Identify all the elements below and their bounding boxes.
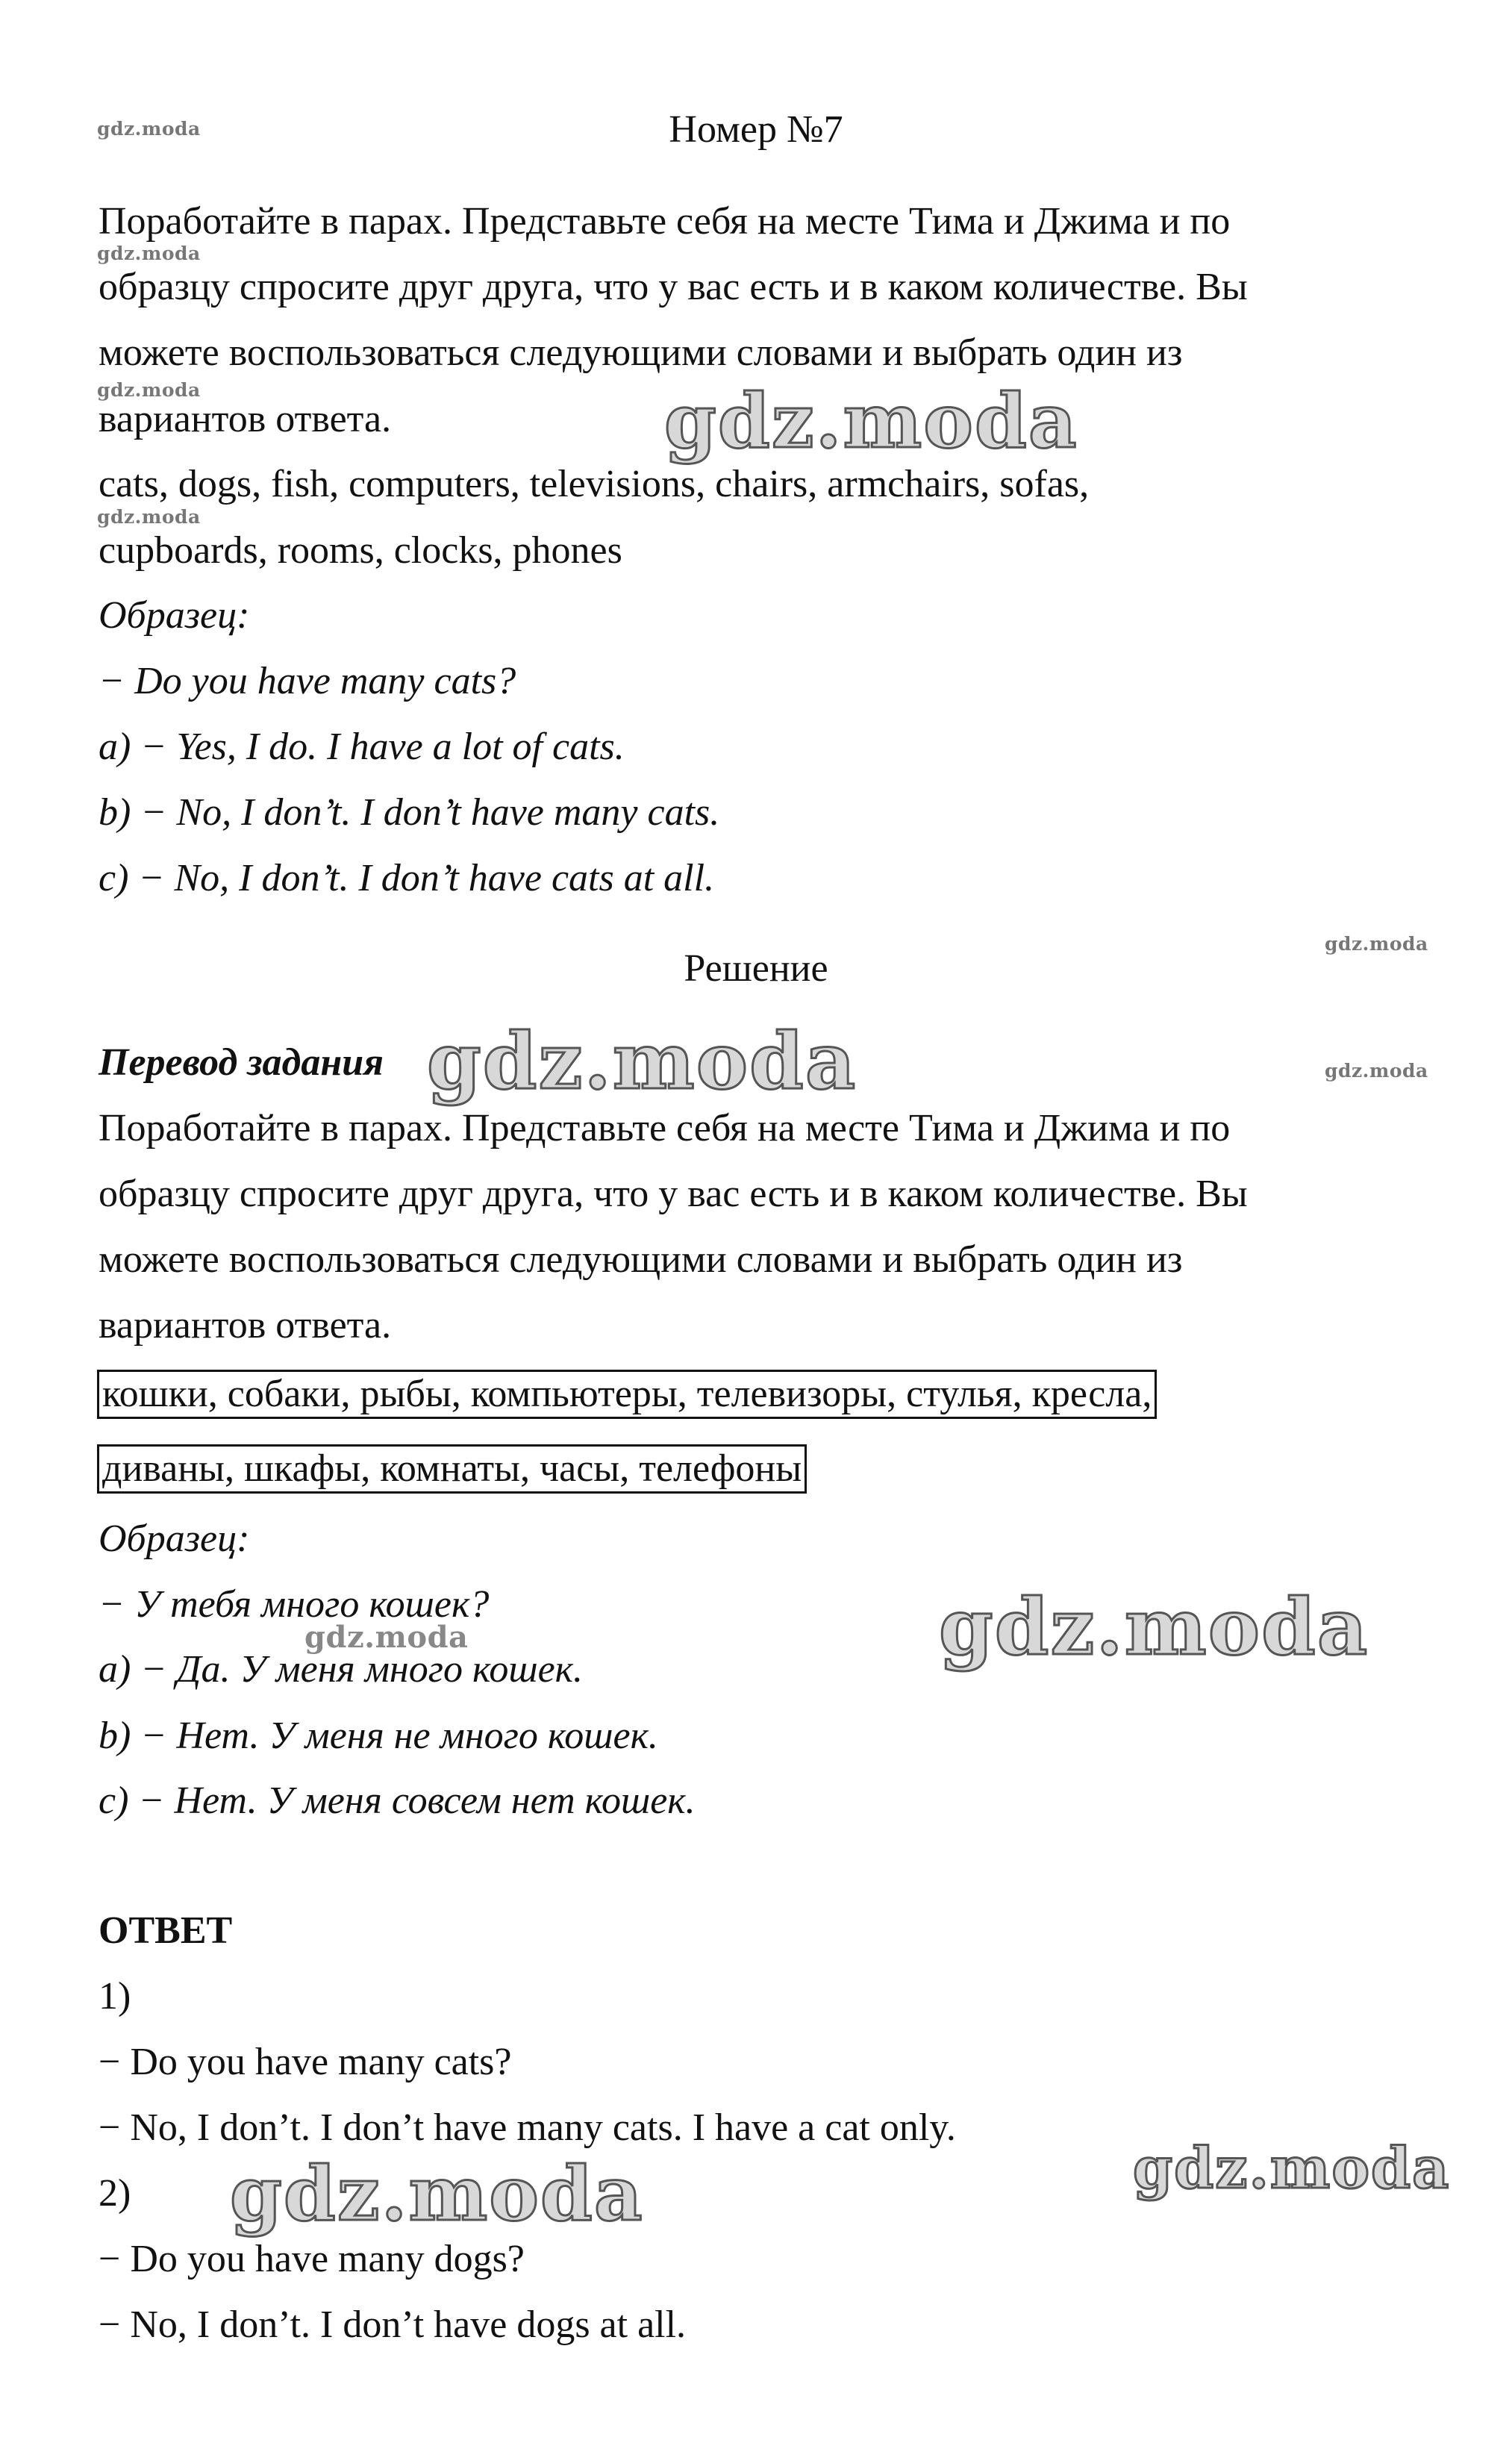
task-text-line: Поработайте в парах. Представьте себя на месте Тима и Джима и по: [99, 200, 1231, 243]
watermark-small: gdz.moda: [97, 506, 201, 528]
sample-line: − Do you have many cats?: [99, 660, 516, 702]
translation-text-line: можете воспользоваться следующими словами и выбрать один из: [99, 1238, 1183, 1281]
watermark-large: gdz.moda: [230, 2150, 644, 2238]
word-list-line: cupboards, rooms, clocks, phones: [99, 529, 622, 572]
answer-question: − Do you have many dogs?: [99, 2238, 525, 2280]
sample-line: a) − Yes, I do. I have a lot of cats.: [99, 726, 625, 768]
translated-sample-line: b) − Нет. У меня не много кошек.: [99, 1715, 658, 1757]
task-text-line: вариантов ответа.: [99, 398, 392, 440]
translated-word-list-line: кошки, собаки, рыбы, компьютеры, телевизоры, стулья, кресла,: [97, 1370, 1157, 1419]
watermark-large: gdz.moda: [427, 1015, 857, 1107]
answer-reply: − No, I don’t. I don’t have dogs at all.: [99, 2303, 687, 2346]
answer-reply: − No, I don’t. I don’t have many cats. I have a cat only.: [99, 2106, 956, 2149]
translation-text-line: образцу спросите друг друга, что у вас есть и в каком количестве. Вы: [99, 1173, 1248, 1215]
watermark-large: gdz.moda: [1133, 2135, 1451, 2201]
task-text-line: можете воспользоваться следующими словами и выбрать один из: [99, 331, 1183, 374]
answer-heading: ОТВЕТ: [99, 1909, 233, 1952]
watermark-small: gdz.moda: [97, 379, 201, 401]
watermark-small: gdz.moda: [304, 1620, 469, 1655]
task-text-line: образцу спросите друг друга, что у вас есть и в каком количестве. Вы: [99, 266, 1248, 308]
translated-sample-label: Образец:: [99, 1517, 250, 1560]
answer-item-number: 2): [99, 2172, 131, 2215]
watermark-large: gdz.moda: [939, 1581, 1369, 1673]
translated-sample-line: a) − Да. У меня много кошек.: [99, 1648, 583, 1691]
translation-label: Перевод задания: [99, 1041, 384, 1084]
watermark-large: gdz.moda: [664, 377, 1078, 465]
answer-question: − Do you have many cats?: [99, 2041, 512, 2083]
sample-line: b) − No, I don’t. I don’t have many cats.: [99, 791, 720, 834]
sample-label: Образец:: [99, 594, 250, 637]
translation-text-line: вариантов ответа.: [99, 1304, 392, 1347]
answer-item-number: 1): [99, 1975, 131, 2018]
page-title: Номер №7: [669, 108, 843, 151]
sample-line: c) − No, I don’t. I don’t have cats at all.: [99, 857, 715, 899]
translated-sample-line: c) − Нет. У меня совсем нет кошек.: [99, 1779, 696, 1822]
watermark-small: gdz.moda: [1325, 933, 1428, 955]
watermark-small: gdz.moda: [1325, 1060, 1428, 1082]
watermark-small: gdz.moda: [97, 243, 201, 264]
translation-text-line: Поработайте в парах. Представьте себя на месте Тима и Джима и по: [99, 1107, 1231, 1149]
watermark-small: gdz.moda: [97, 118, 201, 140]
translated-sample-line: − У тебя много кошек?: [99, 1583, 490, 1626]
translated-word-list-line: диваны, шкафы, комнаты, часы, телефоны: [97, 1444, 807, 1494]
solution-title: Решение: [684, 947, 828, 990]
word-list-line: cats, dogs, fish, computers, televisions, chairs, armchairs, sofas,: [99, 463, 1090, 505]
